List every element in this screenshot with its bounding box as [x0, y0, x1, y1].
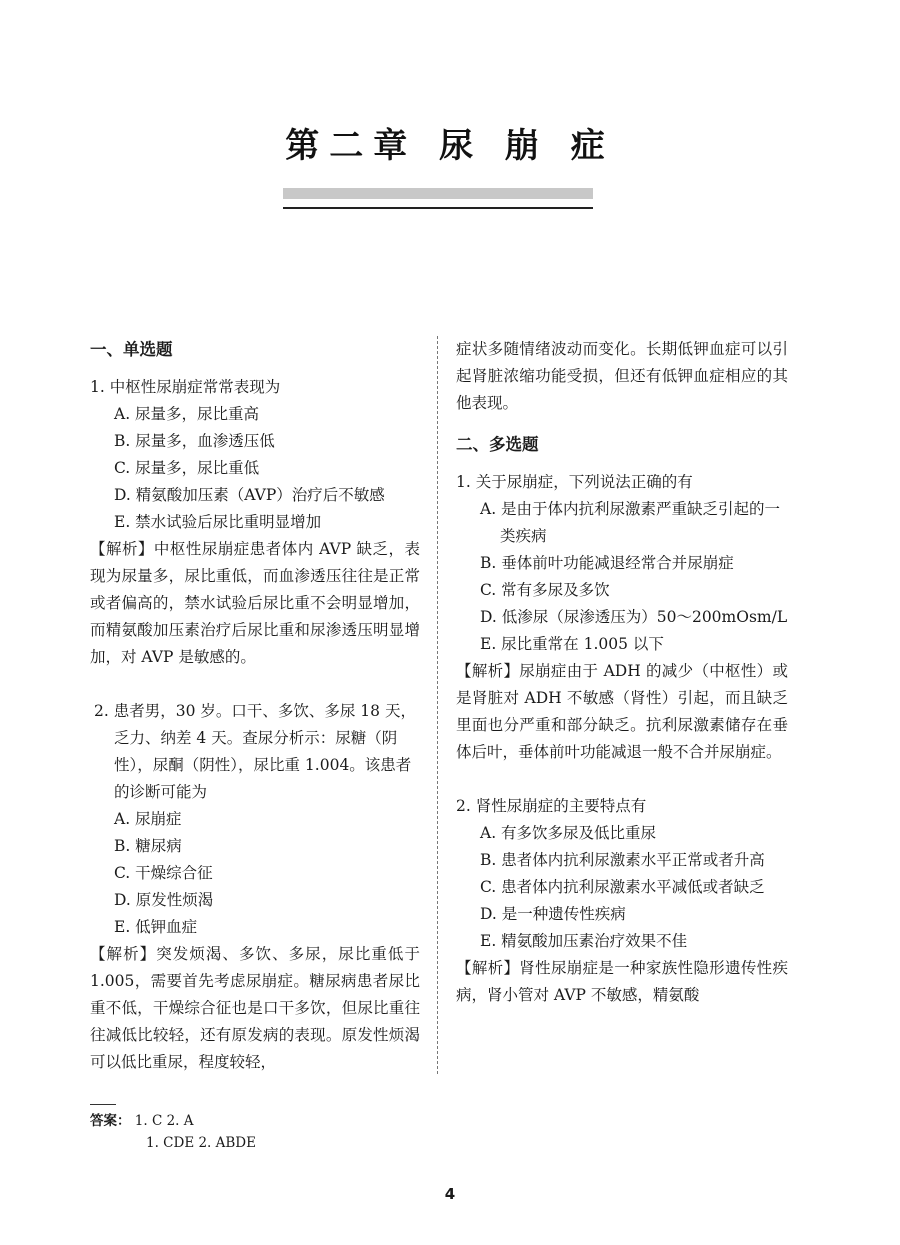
explanation-tag: 【解析】	[456, 959, 520, 977]
chapter-title: 第二章 尿 崩 症	[285, 126, 615, 166]
question-stem: 1. 中枢性尿崩症常常表现为	[90, 378, 281, 396]
explanation-tag: 【解析】	[456, 662, 520, 680]
explanation-tag: 【解析】	[90, 540, 154, 558]
question-stem: 1. 关于尿崩症，下列说法正确的有	[456, 473, 693, 491]
title-underline	[283, 207, 593, 209]
right-column	[456, 336, 788, 1009]
option: B. 尿量多，血渗透压低	[114, 432, 275, 450]
option: A. 是由于体内抗利尿激素严重缺乏引起的一类疾病	[480, 500, 781, 545]
answer-key	[90, 1110, 256, 1154]
option: C. 干燥综合征	[114, 864, 213, 882]
option: B. 垂体前叶功能减退经常合并尿崩症	[480, 554, 734, 572]
explanation	[456, 955, 788, 1009]
option: A. 有多饮多尿及低比重尿	[480, 824, 657, 842]
explanation-text: 突发烦渴、多饮、多尿，尿比重低于 1.005，需要首先考虑尿崩症。糖尿病患者尿比重不低，干燥综合征也是口干多饮，但尿比重往往减低比较轻，还有原发病的表现。原发性烦渴可以低比重尿，程度较轻，	[90, 945, 420, 1071]
option: C. 常有多尿及多饮	[480, 581, 610, 599]
explanation	[90, 536, 420, 671]
explanation-tag: 【解析】	[90, 945, 157, 963]
answer-line-single: 1. C 2. A	[134, 1113, 194, 1129]
explanation-text: 中枢性尿崩症患者体内 AVP 缺乏，表现为尿量多，尿比重低，而血渗透压往往是正常或者偏高的，禁水试验后尿比重不会明显增加，而精氨酸加压素治疗后尿比重和尿渗透压明显增加，对 AVP 是敏感的。	[90, 540, 420, 666]
explanation	[90, 941, 420, 1076]
answer-label: 答案：	[90, 1113, 131, 1129]
footnote-rule	[90, 1104, 116, 1105]
option: E. 禁水试验后尿比重明显增加	[114, 513, 322, 531]
section-title-single-choice: 一、单选题	[90, 340, 173, 359]
question-stem: 2. 肾性尿崩症的主要特点有	[456, 797, 647, 815]
answer-line-multiple: 1. CDE 2. ABDE	[146, 1135, 256, 1151]
explanation-text: 肾性尿崩症是一种家族性隐形遗传性疾病，肾小管对 AVP 不敏感，精氨酸	[456, 959, 788, 1004]
option: B. 糖尿病	[114, 837, 182, 855]
section-title-multiple-choice: 二、多选题	[456, 435, 539, 454]
question-stem: 2. 患者男，30 岁。口干、多饮、多尿 18 天，乏力、纳差 4 天。查尿分析示：尿糖（阴性），尿酮（阴性），尿比重 1.004。该患者的诊断可能为	[94, 702, 416, 801]
option: B. 患者体内抗利尿激素水平正常或者升高	[480, 851, 765, 869]
explanation	[456, 658, 788, 766]
option: A. 尿崩症	[114, 810, 182, 828]
left-column	[90, 336, 420, 1076]
option: A. 尿量多，尿比重高	[114, 405, 260, 423]
option: D. 低渗尿（尿渗透压为）50～200mOsm/L	[480, 608, 788, 626]
option: C. 患者体内抗利尿激素水平减低或者缺乏	[480, 878, 765, 896]
option: D. 原发性烦渴	[114, 891, 214, 909]
option: E. 精氨酸加压素治疗效果不佳	[480, 932, 688, 950]
page-number: 4	[444, 1185, 456, 1203]
column-divider	[437, 336, 438, 1074]
option: D. 精氨酸加压素（AVP）治疗后不敏感	[114, 486, 385, 504]
explanation-continuation: 症状多随情绪波动而变化。长期低钾血症可以引起肾脏浓缩功能受损，但还有低钾血症相应的其他表现。	[456, 340, 788, 412]
title-decoration-bar	[283, 188, 593, 199]
option: C. 尿量多，尿比重低	[114, 459, 260, 477]
option: E. 尿比重常在 1.005 以下	[480, 635, 664, 653]
option: D. 是一种遗传性疾病	[480, 905, 626, 923]
explanation-text: 尿崩症由于 ADH 的减少（中枢性）或是肾脏对 ADH 不敏感（肾性）引起，而且缺乏里面也分严重和部分缺乏。抗利尿激素储存在垂体后叶，垂体前叶功能减退一般不合并尿崩症。	[456, 662, 788, 761]
option: E. 低钾血症	[114, 918, 198, 936]
